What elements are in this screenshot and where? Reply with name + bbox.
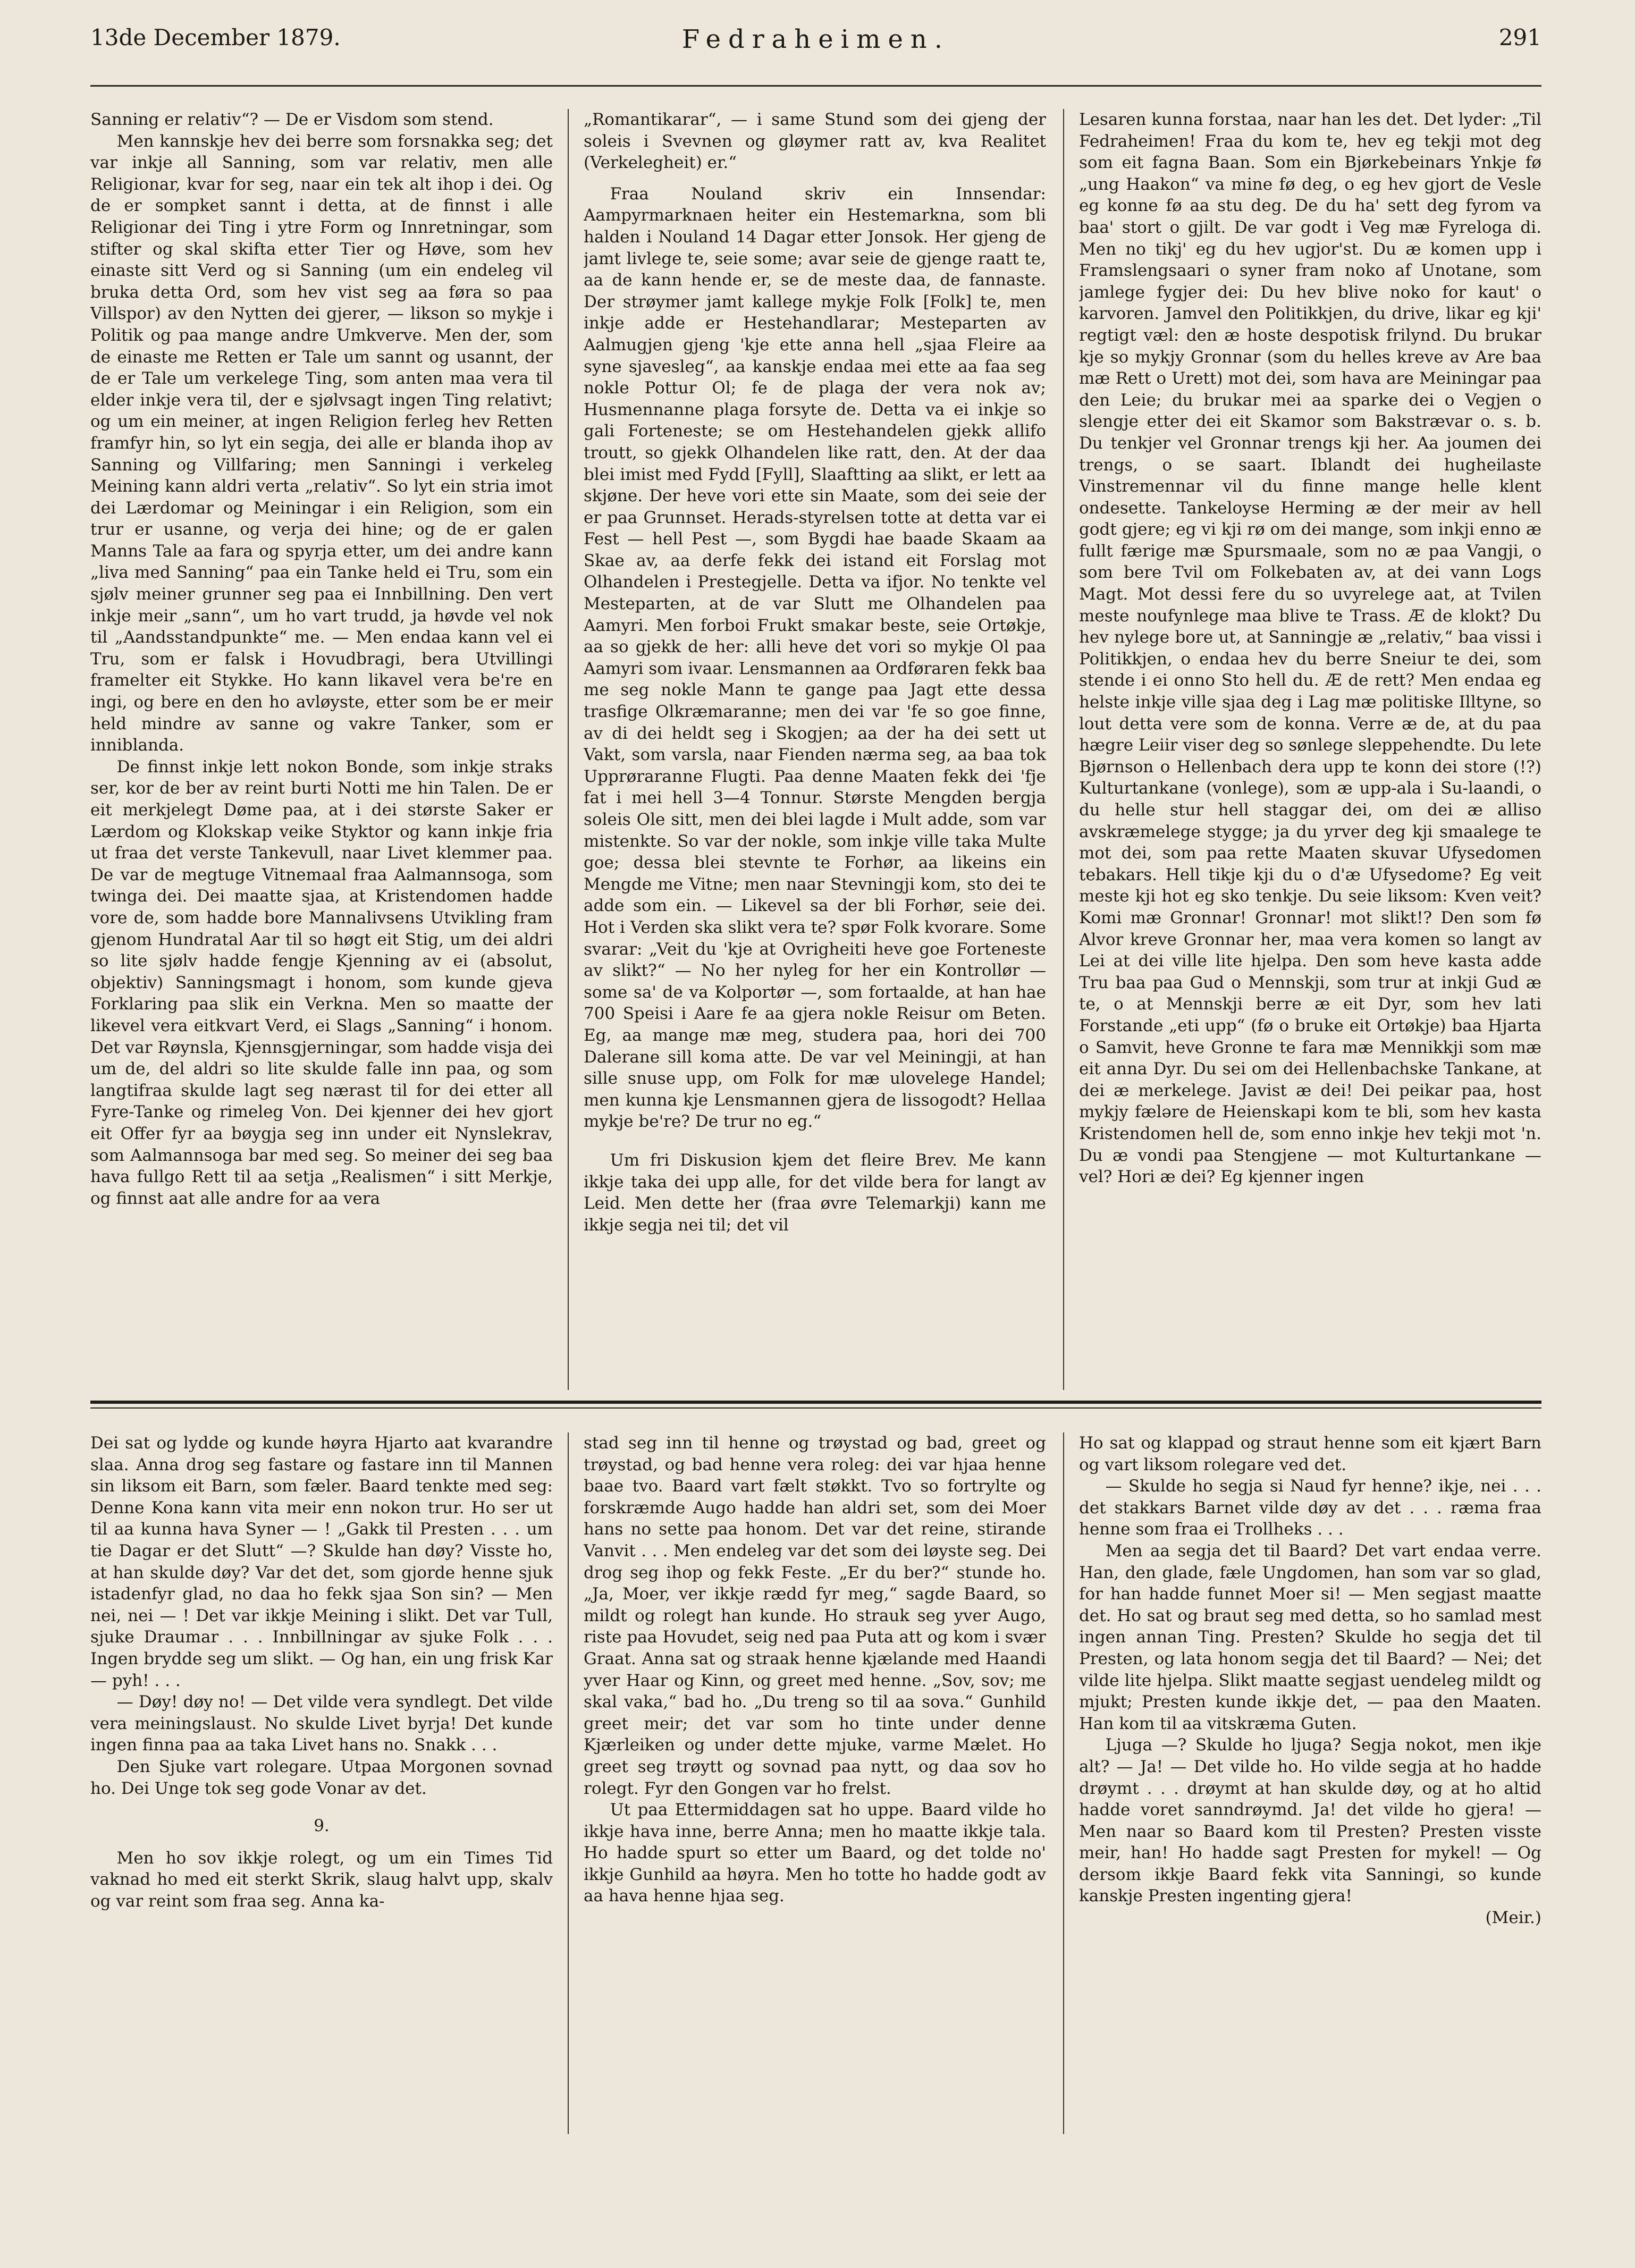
masthead-title: Fedraheimen. [681,24,950,54]
paragraph: Sanning er relativ“? — De er Visdom som stend. [90,110,494,129]
paragraph: stad seg inn til henne og trøystad og bad, greet og trøystad, og bad henne vera roleg: dei var hjaa henne baae tvo. Baard vart fælt støkkt. Tvo so fortrylte og forskræmde Augo hadde han aldri set, som dei Moer hans no sette paa honom. Det var det reine, stirande Vanvit . . . Men endeleg var det som dei løyste seg. Dei drog seg ihop og fekk Feste. „Er du ber?“ stunde ho. „Ja, Moer, ver ikkje rædd fyr meg,“ sagde Baard, so mildt og rolegt han kunde. Ho strauk seg yver Augo, riste paa Hovudet, seig ned paa Puta att og kom i svær Graat. Anna sat og straak henne kjælande med Haandi yver Haar og Kinn, og greet med henne. „Sov, sov; me skal vaka,“ bad ho. „Du treng so til aa sova.“ Gunhild greet meir; det var som ho tinte under denne Kjærleiken og under dette mjuke, varme Mælet. Ho greet seg trøytt og sovnad paa nytt, og daa sov ho rolegt. Fyr den Gongen var ho frelst. [584,1434,1046,1798]
upper-column-2 [584,109,1046,1390]
feuilleton-column-3 [1079,1432,1541,2134]
paragraph: Dei sat og lydde og kunde høyra Hjarto aat kvarandre slaa. Anna drog seg fastare og fastare inn til Mannen sin liksom eit Barn, som fæler. Baard tenkte med seg: Denne Kona kann vita meir enn nokon trur. Ho ser ut til aa kunna hava Syner — ! „Gakk til Presten . . . um tie Dagar er det Slutt“ —? Skulde han døy? Visste ho, at han skulde døy? Var det det, som gjorde henne sjuk istadenfyr glad, no daa ho fekk sjaa Son sin? — Men nei, nei — ! Det var ikkje Meining i slikt. Det var Tull, sjuke Draumar . . . Innbillningar av sjuke Folk . . . Ingen brydde seg um slikt. — Og han, ein ung frisk Kar — pyh! . . . [90,1434,553,1690]
header-rule [90,85,1541,87]
upper-column-3 [1079,109,1541,1390]
paragraph: Ut paa Ettermiddagen sat ho uppe. Baard vilde ho ikkje hava inne, berre Anna; men ho maatte ikkje tala. Ho hadde spurt so etter um Baard, og det tolde no' ikkje Gunhild aa høyra. Men ho totte ho hadde godt av aa hava henne hjaa seg. [584,1800,1046,1906]
paragraph: Ljuga —? Skulde ho ljuga? Segja nokot, men ikje alt? — Ja! — Det vilde ho. Ho vilde segja at ho hadde drøymt . . . drøymt at han skulde døy, og at ho altid hadde voret sanndrøymd. Ja! det vilde ho gjera! — Men naar so Baard kom til Presten? Presten visste meir, han! Ho hadde sagt Presten for mykel! — Og dersom ikkje Baard fekk vita Sanningi, so kunde kanskje Presten ingenting gjera! [1079,1735,1541,1906]
column-divider [568,1432,569,2134]
feuilleton-column-1 [90,1432,553,2134]
column-divider [1063,1432,1064,2134]
page-number: 291 [1498,24,1541,50]
feuilleton-rule-thick [90,1401,1541,1404]
paragraph: Men aa segja det til Baard? Det vart endaa verre. Han, den glade, fæle Ungdomen, han som var so glad, for han hadde funnet Moer si! — Men segjast maatte det. Ho sat og braut seg med detta, so ho samlad mest ingen annan Ting. Presten? Skulde ho segja det til Presten, og lata honom segja det til Baard? — Nei; det vilde lite hjelpa. Slikt maatte segjast uendeleg mildt og mjukt; Presten kunde ikkje det, — paa den Maaten. Han kom til aa vitskræma Guten. [1079,1541,1541,1733]
paragraph: Ho sat og klappad og straut henne som eit kjært Barn og vart liksom rolegare ved det. [1079,1434,1541,1474]
paragraph: Men ho sov ikkje rolegt, og um ein Times Tid vaknad ho med eit sterkt Skrik, slaug halvt upp, skalv og var reint som fraa seg. Anna ka- [90,1848,553,1911]
feuilleton-rule-thin [90,1407,1541,1409]
paragraph: — Skulde ho segja si Naud fyr henne? ikje, nei . . . det stakkars Barnet vilde døy av det . . . ræma fraa henne som fraa ei Trollheks . . . [1079,1477,1541,1539]
discussion-item: Um fri Diskusion kjem det fleire Brev. Me kann ikkje taka dei upp alle, for det vilde bera for langt av Leid. Men dette her (fraa øvre Telemarkji) kann me ikkje segja nei til; det vil [584,1150,1046,1235]
chapter-number: 9. [314,1816,330,1836]
paragraph: Men kannskje hev dei berre som forsnakka seg; det var inkje all Sanning, som var relativ, men alle Religionar, kvar for seg, naar ein tek alt ihop i dei. Og de er sompket sannt i detta, at de finnst i alle Religionar dei Ting i ytre Form og Innretningar, som stifter og skal skifta etter Tier og Høve, som hev einaste sitt Verd og si Sanning (um ein endeleg vil bruka detta Ord, som hev vist seg aa føra so paa Villspor) av den Nytten dei gjerer, — likson so mykje i Politik og paa mange andre Umkverve. Men der, som de einaste me Retten er Tale um sannt og usannt, der de er Tale um verkelege Ting, som anten maa vera til elder inkje vera til, der e sjølvsagt ingen Ting relativt; og um ein meiner, at ingen Religion ferleg hev Retten framfyr hin, so lyt ein segja, dei alle er blanda ihop av Sanning og Villfaring; men Sanningi i verkeleg Meining kann aldri verta „relativ“. So lyt ein stria imot dei Lærdomar og Meiningar i ein Religion, som ein trur er usanne, og verja dei hine; og de er galen Manns Tale aa fara og spyrja etter, um dei andre kann „liva med Sanning“ paa ein Tanke held ei Tru, som ein sjølv meiner grunner seg paa ei Innbillning. Den vert inkje meir „sann“, um ho vart trudd, ja høvde vel nok til „Aandsstandpunkte“ me. — Men endaa kann vel ei Tru, som er falsk i Hovudbragi, bera Utvillingi framelter eit Stykke. Ho kann likavel vera be're en ingi, og bere en den ho avløyste, etter som be er meir held mindre av sanne og vakre Tanker, som er inniblanda. [90,131,553,755]
issue-date: 13de December 1879. [90,24,341,50]
paragraph: De finnst inkje lett nokon Bonde, som inkje straks ser, kor de ber av reint burti Notti me hin Talen. De er eit merkjelegt Døme paa, at i dei største Saker er Lærdom og Klokskap veike Styktor og kann inkje fria ut fraa det verste Tankevull, naar Livet klemmer paa. De var de megtuge Vitnemaal fraa Aalmannsoga, som twinga dei. Dei maatte sjaa, at Kristendomen hadde vore de, som hadde bore Mannalivsens Utvikling fram gjenom Hundratal Aar til so høgt eit Stig, um dei aldri so lite sjølv hadde fengje Kjenning av ei (absolut, objektiv) Sanningsmagt i honom, som kunde gjeva Forklaring paa slik ein Verkna. Men so maatte der likevel vera eitkvart Verd, ei Slags „Sanning“ i honom. Det var Røynsla, Kjennsgjerningar, som hadde visja dei um de, del aldri so lite skulde falle inn paa, og som langtifraa skulde lagt seg nærast til for dei etter all Fyre-Tanke og rimeleg Von. Dei kjenner dei hev gjort eit Offer fyr aa bøygja seg inn under eit Nynslekrav, som Aalmannsoga bar med seg. So meiner dei seg baa hava fullgo Rett til aa setja „Realismen“ i sitt Merkje, og finnst aat alle andre for aa vera [90,757,553,1208]
paragraph: „Romantikarar“, — i same Stund som dei gjeng der soleis i Svevnen og gløymer ratt av, kva Realitet (Verkelegheit) er.“ [584,110,1046,173]
column-divider [1063,109,1064,1390]
feuilleton-column-2 [584,1432,1046,2134]
paragraph: — Døy! døy no! — Det vilde vera syndlegt. Det vilde vera meiningslaust. No skulde Livet byrja! Det kunde ingen finna paa aa taka Livet hans no. Snakk . . . [90,1692,553,1755]
paragraph: Lesaren kunna forstaa, naar han les det. Det lyder: „Til Fedraheimen! Fraa du kom te, hev eg tekji mot deg som eit fagna Baan. Som ein Bjørkebeinars Ynkje fø „ung Haakon“ va mine fø deg, o eg hev gjort de Vesle eg konne fø aa stu deg. De du ha' sett deg fyrom va baa' stort o gjilt. De var godt i Veg mæ Fyreloga di. Men no tikj' eg du hev ugjor'st. Du æ komen upp i Framslengsaari o syner fram noko af Unotane, som jamlege fygjer dei: Du hev blive noko for kaut' o karvoren. Jamvel den Politikkjen, du drive, likar eg kji' regtigt væl: den æ hoste despotisk frilynd. Du brukar kje so mykjy Gronnar (som du helles kreve av Are baa mæ Rett o Urett) mot dei, som hava are Meiningar paa den Leie; du brukar mei aa sparke dei o Vegjen o slengje etter dei eit Skamor som Bakstrævar o. s. b. Du tenkjer vel Gronnar trengs kji her. Aa joumen dei trengs, o se saart. Iblandt dei hugheilaste Vinstremennar vil du finne mange helle klent ondesette. Tankeloyse Herming æ der meir av hell godt gjere; eg vi kji rø om dei mange, som inkji enno æ fullt færige mæ Spursmaale, som no æ paa Vangji, o som bere Tvil om Folkebaten av, at dei vann Logs Magt. Mot dessi fere du so uvyrelege aat, at Tvilen meste noufynlege maa blive te Trass. Æ de klokt? Du hev nylege bore ut, at Sanningje æ „relativ,“ baa vissi i Politikkjen, o endaa hev du berre Sneiur te dei, som stende i ei onno Sto hell du. Æ de rett? Men endaa eg helste inkje ville sjaa deg i Lag mæ politiske Illtyne, so lout detta vere som de konna. Verre æ de, at du paa hægre Leiir viser deg so sønlege sleppehendte. Du lete Bjørnson o Hellenbach dera upp te konn dei store (!?) Kulturtankane (vonlege), som æ upp-ala i Su-laandi, o du helle stur hell staggar dei, om dei æ alliso avskræmelege stygge; ja du yrver deg kji smaalege te mot dei, som paa rette Maaten skuvar Ufysedomen tebakars. Hell tikje kji du o d'æ Ufysedome? Eg veit meste kji hot eg sko tenkje. Du seie liksom: Kven veit? Komi mæ Gronnar! Gronnar! mot slikt!? Den som fø Alvor kreve Gronnar her, maa vera komen so langt av Lei at dei ville lite hjelpa. Den som heve kasta adde Tru baa paa Gud o Mennskji, som trur at inkji Gud æ te, o at Mennskji berre æ eit Dyr, som hev lati Forstande „eti upp“ (fø o bruke eit Ortøkje) baa Hjarta o Samvit, heve Gronne te fara mæ Mennikkji som mæ eit anna Dyr. Du sei om dei Hellenbachske Tankane, at dei æ merkelege. Javist æ dei! Dei peikar paa, host mykjy fæləre de Heienskapi kom te bli, som hev kasta Kristendomen hell de, som enno inkje hev tekji mot 'n. Du æ vondi paa Stengjene — mot Kulturtankane — vel? Hori æ dei? Eg kjenner ingen [1079,110,1541,1187]
upper-column-1 [90,109,553,1390]
paragraph: Den Sjuke vart rolegare. Utpaa Morgonen sovnad ho. Dei Unge tok seg gode Vonar av det. [90,1757,553,1798]
to-be-continued: (Meir.) [1485,1908,1541,1928]
correspondence-item: Fraa Nouland skriv ein Innsendar: Aampyrmarknaen heiter ein Hestemarkna, som bli halden i Nouland 14 Dagar etter Jonsok. Her gjeng de jamt livlege te, seie some; avar seie de gjenge raatt te, aa de kann hende er, se de meste daa, de fannaste. Der strøymer jamt kallege mykje Folk [Folk] te, men inkje adde er Hestehandlarar; Mesteparten av Aalmugjen gjeng 'kje ette anna hell „sjaa Fleire aa syne sjavesleg“, aa kanskje endaa mei ette aa faa seg nokle Pottur Ol; fe de plaga der vera nok av; Husmennanne plaga forsyte de. Detta va ei inkje so gali Forteneste; se om Hestehandelen gjekk allifo troutt, so gjekk Olhandelen like ratt, den. At der daa blei imist med Fydd [Fyll], Slaaftting aa slikt, er lett aa skjøne. Der heve vori ette sin Maate, som dei seie der er paa Grunnset. Herads-styrelsen totte at detta var ei Fest — hell Pest —, som Bygdi hae baade Skaam aa Skae av, aa derfe fekk dei istand eit Forslag mot Olhandelen i Prestegjelle. Detta va ifjor. No tenkte vel Mesteparten, at de var Slutt me Olhandelen paa Aamyri. Men forboi Frukt smakar beste, seie Ortøkje, aa so gjekk de her: alli heve det vori so mykje Ol paa Aamyri som ivaar. Lensmannen aa Ordføraren fekk baa me seg nokle Mann te gange paa Jagt ette dessa trasfige Olkræmaranne; men dei var 'fe so goe finne, av di dei heldt seg i Skogjen; aa der ha dei sett ut Vakt, som varsla, naar Fienden nærma seg, aa baa tok Upprøraranne Flugti. Paa denne Maaten fekk dei 'fje fat i mei hell 3—4 Tonnur. Største Mengden bergja soleis Ole sitt, men dei blei lagde i Mult adde, som var mistenkte. So var der nokle, som inkje ville taka Multe goe; dessa blei stevnte te Forhør, aa likeins ein Mengde me Vitne; men naar Stevningji kom, sto dei te adde som ein. — Likevel sa der bli Forhør, seie dei. Hot i Verden ska slikt vera te? spør Folk kvorare. Some svarar: „Veit du 'kje at Ovrigheiti heve goe Forteneste av slikt?“ — No her nyleg for her ein Kontrollør — some sa' de va Kolportør —, som fortaalde, at han hae 700 Speisi i Aare fe aa gjera nokle Reisur om Beten. Eg, aa mange mæ meg, studera paa, hori dei 700 Dalerane sill koma atte. De var vel Meiningji, at han sille snuse upp, om Folk for mæ ulovelege Handel; men kunna kje Lensmannen gjera de lissogodt? Hellaa mykje be're? De trur no eg.“ [584,184,1046,1132]
column-divider [568,109,569,1390]
page-header [90,24,1541,62]
